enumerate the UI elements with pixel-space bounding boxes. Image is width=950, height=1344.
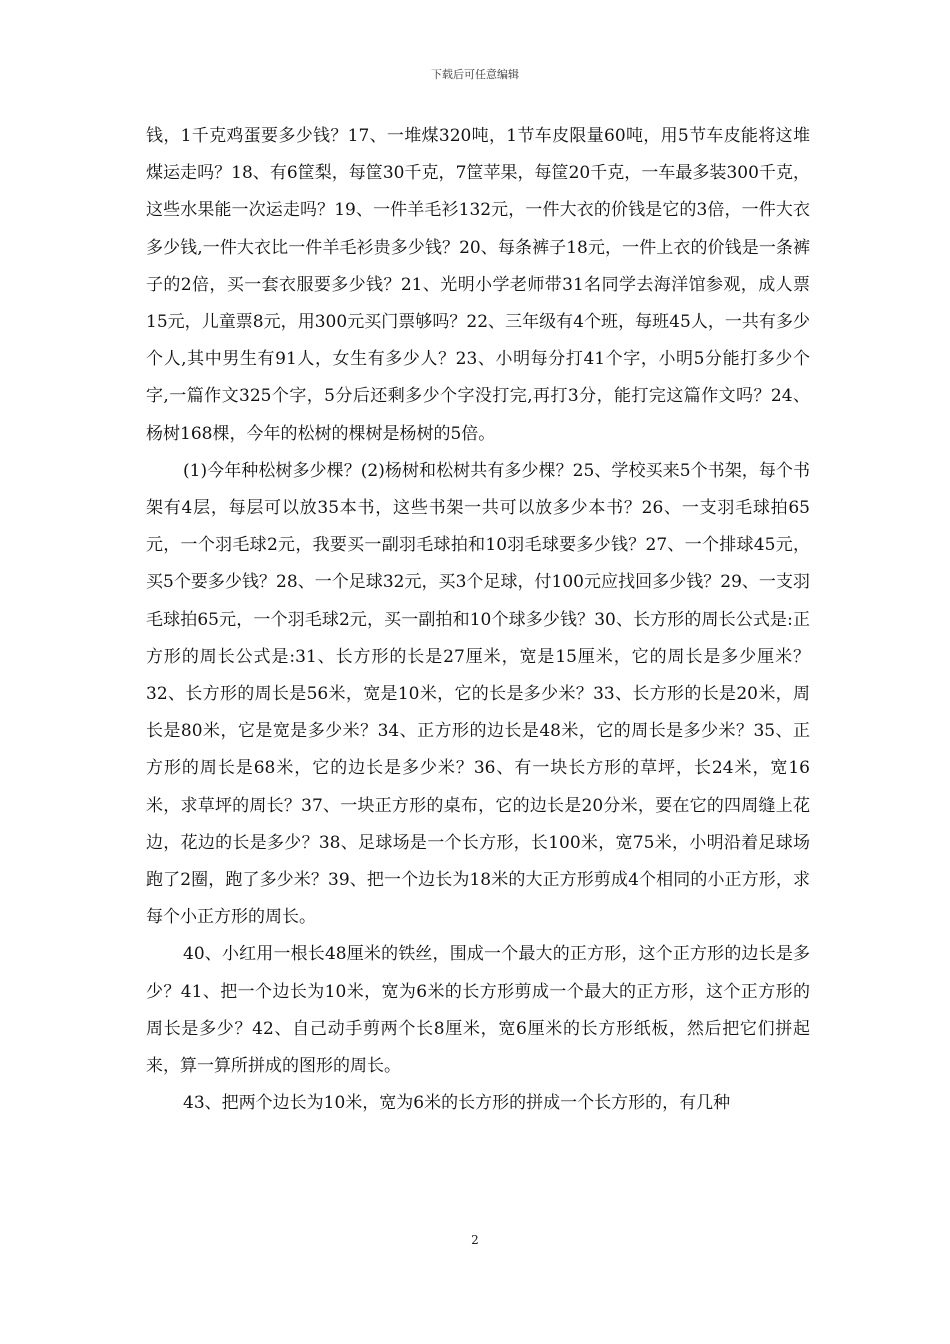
paragraph-1: 钱，1千克鸡蛋要多少钱？17、一堆煤320吨，1节车皮限量60吨，用5节车皮能将这堆煤运走吗？18、有6筐梨，每筐30千克，7筐苹果，每筐20千克，一车最多装300千克，这些水果能一次运走吗？19、一件羊毛衫132元，一件大衣的价钱是它的3倍，一件大衣多少钱,一件大衣比一件羊毛衫贵多少钱？20、每条裤子18元，一件上衣的价钱是一条裤子的2倍，买一套衣服要多少钱？21、光明小学老师带31名同学去海洋馆参观，成人票15元，儿童票8元，用300元买门票够吗？22、三年级有4个班，每班45人，一共有多少个人,其中男生有91人，女生有多少人？23、小明每分打41个字，小明5分能打多少个字,一篇作文325个字，5分后还剩多少个字没打完,再打3分，能打完这篇作文吗？24、杨树168棵，今年的松树的棵树是杨树的5倍。 <box>146 126 810 444</box>
paragraph-4: 43、把两个边长为10米，宽为6米的长方形的拼成一个长方形的，有几种 <box>183 1093 731 1114</box>
paragraph-3: 40、小红用一根长48厘米的铁丝，围成一个最大的正方形，这个正方形的边长是多少？41、把一个边长为10米，宽为6米的长方形剪成一个最大的正方形，这个正方形的周长是多少？42、自己动手剪两个长8厘米，宽6厘米的长方形纸板，然后把它们拼起来，算一算所拼成的图形的周长。 <box>146 944 810 1077</box>
page-number: 2 <box>471 1233 479 1247</box>
document-body <box>146 118 810 1122</box>
paragraph-2: (1)今年种松树多少棵？(2)杨树和松树共有多少棵？25、学校买来5个书架，每个书架有4层，每层可以放35本书，这些书架一共可以放多少本书？26、一支羽毛球拍65元，一个羽毛球2元，我要买一副羽毛球拍和10羽毛球要多少钱？27、一个排球45元，买5个要多少钱？28、一个足球32元，买3个足球，付100元应找回多少钱？29、一支羽毛球拍65元，一个羽毛球2元，买一副拍和10个球多少钱？30、长方形的周长公式是:正方形的周长公式是:31、长方形的长是27厘米，宽是15厘米，它的周长是多少厘米？32、长方形的周长是56米，宽是10米，它的长是多少米？33、长方形的长是20米，周长是80米，它是宽是多少米？34、正方形的边长是48米，它的周长是多少米？35、正方形的周长是68米，它的边长是多少米？36、有一块长方形的草坪，长24米，宽16米，求草坪的周长？37、一块正方形的桌布，它的边长是20分米，要在它的四周缝上花边，花边的长是多少？38、足球场是一个长方形，长100米，宽75米，小明沿着足球场跑了2圈，跑了多少米？39、把一个边长为18米的大正方形剪成4个相同的小正方形，求每个小正方形的周长。 <box>146 460 810 928</box>
page-header: 下载后可任意编辑 <box>431 68 519 81</box>
